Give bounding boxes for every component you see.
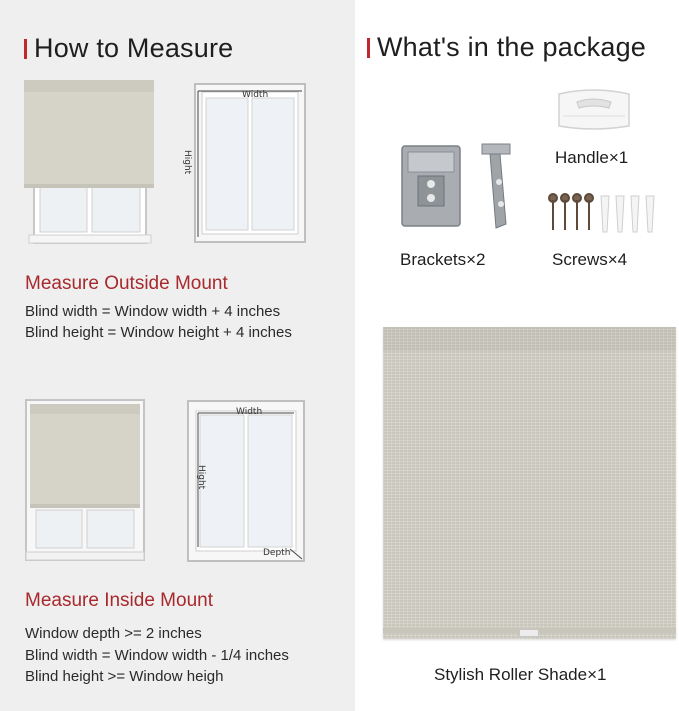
package-title bbox=[367, 32, 646, 63]
how-to-measure-title bbox=[24, 33, 233, 64]
accent-bar bbox=[24, 39, 27, 59]
brackets-icon bbox=[400, 142, 515, 234]
outside-mount-heading: Measure Outside Mount bbox=[25, 273, 228, 294]
inside-width-label: Width bbox=[236, 407, 263, 417]
outside-height-label: Hight bbox=[182, 150, 192, 175]
outside-line-width: Blind width = Window width + 4 inches bbox=[25, 303, 281, 320]
inside-line-width: Blind width = Window width - 1/4 inches bbox=[25, 647, 289, 664]
roller-tube bbox=[383, 327, 676, 351]
inside-height-label: Hight bbox=[196, 465, 206, 490]
package-panel bbox=[355, 0, 679, 711]
outside-mount-shade-illustration bbox=[24, 80, 154, 245]
how-to-measure-title-text: How to Measure bbox=[34, 33, 234, 63]
screws-caption: Screws×4 bbox=[552, 250, 628, 269]
inside-line-height: Blind height >= Window heigh bbox=[25, 668, 224, 685]
outside-width-label: Width bbox=[242, 90, 269, 100]
outside-line-height: Blind height = Window height + 4 inches bbox=[25, 324, 292, 341]
inside-depth-label: Depth bbox=[263, 548, 291, 558]
inside-mount-heading: Measure Inside Mount bbox=[25, 590, 213, 611]
accent-bar bbox=[367, 38, 370, 58]
shade-caption: Stylish Roller Shade×1 bbox=[434, 665, 607, 684]
package-title-text: What's in the package bbox=[377, 32, 647, 62]
inside-mount-shade-illustration bbox=[24, 398, 146, 563]
inside-line-depth: Window depth >= 2 inches bbox=[25, 625, 202, 642]
handle-icon bbox=[553, 86, 635, 134]
brackets-caption: Brackets×2 bbox=[400, 250, 486, 269]
roller-shade-image bbox=[383, 327, 676, 639]
screws-icon bbox=[545, 192, 665, 236]
handle-caption: Handle×1 bbox=[555, 148, 629, 167]
pull-tab bbox=[519, 629, 539, 637]
outside-mount-window-diagram bbox=[190, 82, 310, 247]
